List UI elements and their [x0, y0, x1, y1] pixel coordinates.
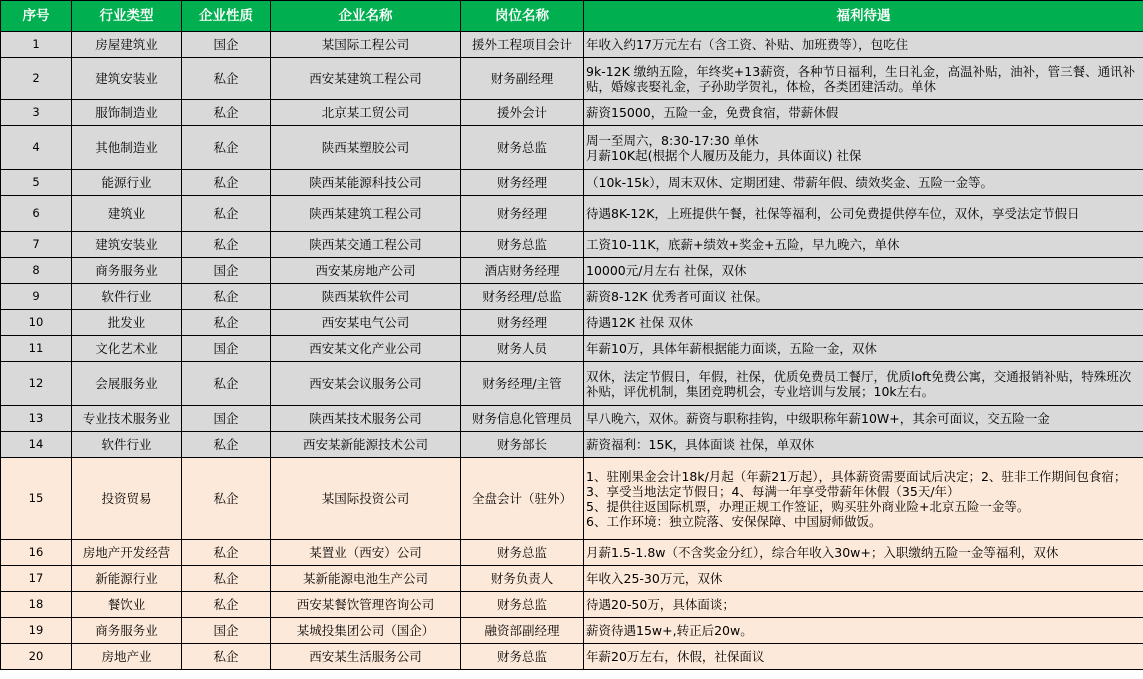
cell-company: 某置业（西安）公司 — [271, 540, 461, 566]
cell-benefits: 待遇12K 社保 双休 — [584, 310, 1143, 336]
cell-no: 6 — [1, 196, 72, 232]
cell-benefits: 薪资15000，五险一金，免费食宿，带薪休假 — [584, 100, 1143, 126]
table-row — [1, 644, 1143, 670]
table-row — [1, 170, 1143, 196]
cell-position: 财务部长 — [461, 432, 584, 458]
cell-benefits: 待遇8K-12K，上班提供午餐，社保等福利，公司免费提供停车位，双休，享受法定节假日 — [584, 196, 1143, 232]
table-row — [1, 432, 1143, 458]
cell-nature: 私企 — [182, 540, 271, 566]
cell-industry: 服饰制造业 — [72, 100, 182, 126]
cell-company: 西安某电气公司 — [271, 310, 461, 336]
cell-benefits: 薪资8-12K 优秀者可面议 社保。 — [584, 284, 1143, 310]
cell-industry: 文化艺术业 — [72, 336, 182, 362]
cell-nature: 私企 — [182, 644, 271, 670]
cell-position: 财务经理 — [461, 310, 584, 336]
cell-benefits: 年薪10万，具体年薪根据能力面谈，五险一金，双休 — [584, 336, 1143, 362]
cell-industry: 建筑安装业 — [72, 232, 182, 258]
cell-industry: 新能源行业 — [72, 566, 182, 592]
table-row — [1, 58, 1143, 100]
cell-no: 10 — [1, 310, 72, 336]
header-no: 序号 — [1, 1, 72, 32]
cell-benefits: 1、驻刚果金会计18k/月起（年薪21万起），具体薪资需要面试后决定；2、驻非工作期间包食宿；3、享受当地法定节假日；4、每满一年享受带薪年休假（35天/年） 5、提供往返国际机票，办理正规工作签证，购买驻外商业险+北京五险一金等。 6、工作环境：独立院落、安保保障、中国厨师做饭。 — [584, 458, 1143, 540]
cell-no: 2 — [1, 58, 72, 100]
header-company: 企业名称 — [271, 1, 461, 32]
cell-company: 北京某工贸公司 — [271, 100, 461, 126]
cell-industry: 建筑业 — [72, 196, 182, 232]
cell-benefits: （10k-15k），周末双休、定期团建、带薪年假、绩效奖金、五险一金等。 — [584, 170, 1143, 196]
cell-no: 12 — [1, 362, 72, 406]
cell-company: 西安某生活服务公司 — [271, 644, 461, 670]
header-industry: 行业类型 — [72, 1, 182, 32]
cell-company: 西安某餐饮管理咨询公司 — [271, 592, 461, 618]
cell-no: 19 — [1, 618, 72, 644]
cell-industry: 房屋建筑业 — [72, 32, 182, 58]
cell-no: 13 — [1, 406, 72, 432]
cell-nature: 私企 — [182, 196, 271, 232]
table-row — [1, 336, 1143, 362]
cell-no: 14 — [1, 432, 72, 458]
cell-no: 9 — [1, 284, 72, 310]
cell-company: 西安某建筑工程公司 — [271, 58, 461, 100]
cell-no: 5 — [1, 170, 72, 196]
table-row — [1, 406, 1143, 432]
cell-company: 陕西某建筑工程公司 — [271, 196, 461, 232]
table-row — [1, 566, 1143, 592]
cell-nature: 国企 — [182, 406, 271, 432]
cell-position: 财务总监 — [461, 644, 584, 670]
cell-benefits: 待遇20-50万，具体面谈； — [584, 592, 1143, 618]
cell-position: 财务经理 — [461, 196, 584, 232]
cell-benefits: 早八晚六，双休。薪资与职称挂钩，中级职称年薪10W+，其余可面议，交五险一金 — [584, 406, 1143, 432]
cell-no: 15 — [1, 458, 72, 540]
cell-industry: 房地产开发经营 — [72, 540, 182, 566]
cell-nature: 国企 — [182, 32, 271, 58]
cell-company: 陕西某软件公司 — [271, 284, 461, 310]
cell-position: 财务经理/总监 — [461, 284, 584, 310]
cell-no: 16 — [1, 540, 72, 566]
cell-company: 西安某房地产公司 — [271, 258, 461, 284]
cell-position: 财务信息化管理员 — [461, 406, 584, 432]
cell-position: 援外会计 — [461, 100, 584, 126]
cell-company: 某城投集团公司（国企） — [271, 618, 461, 644]
cell-benefits: 月薪1.5-1.8w（不含奖金分红），综合年收入30w+；入职缴纳五险一金等福利，双休 — [584, 540, 1143, 566]
table-row — [1, 232, 1143, 258]
cell-position: 财务经理/主管 — [461, 362, 584, 406]
cell-position: 财务经理 — [461, 170, 584, 196]
cell-no: 20 — [1, 644, 72, 670]
cell-benefits: 周一至周六，8:30-17:30 单休 月薪10K起(根据个人履历及能力，具体面议) 社保 — [584, 126, 1143, 170]
cell-nature: 私企 — [182, 310, 271, 336]
cell-company: 西安某文化产业公司 — [271, 336, 461, 362]
cell-nature: 私企 — [182, 58, 271, 100]
cell-position: 全盘会计（驻外） — [461, 458, 584, 540]
cell-industry: 批发业 — [72, 310, 182, 336]
cell-position: 财务副经理 — [461, 58, 584, 100]
table-row — [1, 100, 1143, 126]
cell-benefits: 双休，法定节假日，年假，社保，优质免费员工餐厅，优质loft免费公寓，交通报销补贴，特殊班次补贴，评优机制，集团竞聘机会，专业培训与发展；10k左右。 — [584, 362, 1143, 406]
cell-industry: 会展服务业 — [72, 362, 182, 406]
table-row — [1, 126, 1143, 170]
cell-industry: 建筑安装业 — [72, 58, 182, 100]
cell-benefits: 10000元/月左右 社保，双休 — [584, 258, 1143, 284]
cell-position: 财务负责人 — [461, 566, 584, 592]
header-benefits: 福利待遇 — [584, 1, 1143, 32]
table-row — [1, 592, 1143, 618]
cell-no: 4 — [1, 126, 72, 170]
cell-position: 财务总监 — [461, 126, 584, 170]
cell-company: 某国际工程公司 — [271, 32, 461, 58]
cell-position: 融资部副经理 — [461, 618, 584, 644]
cell-nature: 国企 — [182, 258, 271, 284]
cell-no: 3 — [1, 100, 72, 126]
cell-position: 援外工程项目会计 — [461, 32, 584, 58]
cell-benefits: 薪资福利：15K，具体面谈 社保，单双休 — [584, 432, 1143, 458]
table-row — [1, 618, 1143, 644]
cell-position: 财务总监 — [461, 232, 584, 258]
table-row — [1, 310, 1143, 336]
cell-nature: 国企 — [182, 336, 271, 362]
cell-benefits: 年收入25-30万元，双休 — [584, 566, 1143, 592]
cell-company: 某新能源电池生产公司 — [271, 566, 461, 592]
table-row — [1, 258, 1143, 284]
cell-benefits: 年薪20万左右，休假，社保面议 — [584, 644, 1143, 670]
table-row — [1, 284, 1143, 310]
cell-nature: 私企 — [182, 432, 271, 458]
cell-industry: 房地产业 — [72, 644, 182, 670]
cell-industry: 商务服务业 — [72, 618, 182, 644]
cell-nature: 私企 — [182, 566, 271, 592]
cell-nature: 私企 — [182, 284, 271, 310]
cell-industry: 软件行业 — [72, 432, 182, 458]
cell-industry: 软件行业 — [72, 284, 182, 310]
header-row — [1, 1, 1143, 32]
cell-company: 陕西某交通工程公司 — [271, 232, 461, 258]
cell-company: 陕西某塑胶公司 — [271, 126, 461, 170]
header-nature: 企业性质 — [182, 1, 271, 32]
cell-benefits: 9k-12K 缴纳五险，年终奖+13薪资，各种节日福利，生日礼金，高温补贴，油补，管三餐、通讯补贴，婚嫁丧娶礼金，子孙助学贺礼，体检，各类团建活动。单休 — [584, 58, 1143, 100]
cell-nature: 私企 — [182, 362, 271, 406]
cell-company: 某国际投资公司 — [271, 458, 461, 540]
table-row — [1, 362, 1143, 406]
cell-benefits: 薪资待遇15w+,转正后20w。 — [584, 618, 1143, 644]
cell-company: 西安某新能源技术公司 — [271, 432, 461, 458]
cell-benefits: 工资10-11K，底薪+绩效+奖金+五险，早九晚六，单休 — [584, 232, 1143, 258]
cell-no: 17 — [1, 566, 72, 592]
table-row — [1, 32, 1143, 58]
cell-nature: 私企 — [182, 126, 271, 170]
cell-no: 11 — [1, 336, 72, 362]
cell-position: 财务总监 — [461, 592, 584, 618]
cell-nature: 私企 — [182, 592, 271, 618]
cell-no: 7 — [1, 232, 72, 258]
table-body — [1, 32, 1143, 670]
cell-company: 陕西某技术服务公司 — [271, 406, 461, 432]
cell-nature: 私企 — [182, 100, 271, 126]
cell-company: 陕西某能源科技公司 — [271, 170, 461, 196]
cell-nature: 私企 — [182, 458, 271, 540]
cell-nature: 私企 — [182, 170, 271, 196]
cell-nature: 私企 — [182, 232, 271, 258]
cell-position: 财务人员 — [461, 336, 584, 362]
header-position: 岗位名称 — [461, 1, 584, 32]
cell-industry: 专业技术服务业 — [72, 406, 182, 432]
table-row — [1, 196, 1143, 232]
cell-industry: 投资贸易 — [72, 458, 182, 540]
cell-position: 酒店财务经理 — [461, 258, 584, 284]
cell-benefits: 年收入约17万元左右（含工资、补贴、加班费等），包吃住 — [584, 32, 1143, 58]
cell-industry: 其他制造业 — [72, 126, 182, 170]
cell-nature: 国企 — [182, 618, 271, 644]
cell-no: 1 — [1, 32, 72, 58]
cell-industry: 能源行业 — [72, 170, 182, 196]
cell-industry: 餐饮业 — [72, 592, 182, 618]
cell-company: 西安某会议服务公司 — [271, 362, 461, 406]
cell-industry: 商务服务业 — [72, 258, 182, 284]
cell-no: 18 — [1, 592, 72, 618]
table-row — [1, 540, 1143, 566]
cell-no: 8 — [1, 258, 72, 284]
table-row — [1, 458, 1143, 540]
cell-position: 财务总监 — [461, 540, 584, 566]
